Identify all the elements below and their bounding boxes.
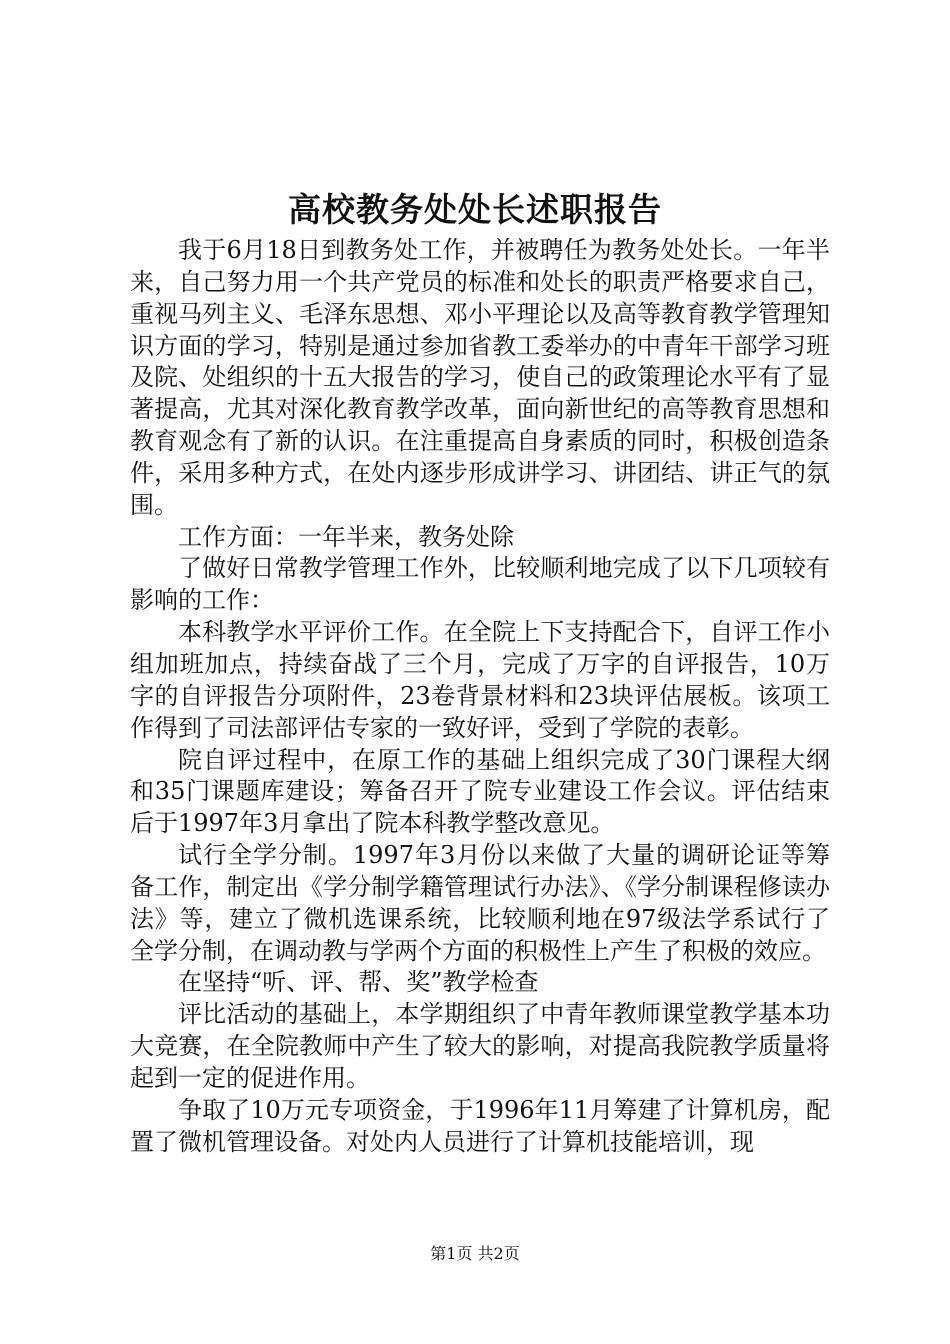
- paragraph: 争取了10万元专项资金，于1996年11月筹建了计算机房，配置了微机管理设备。对处内人员进行了计算机技能培训，现: [130, 1095, 830, 1156]
- document-title: 高校教务处处长述职报告: [288, 190, 662, 229]
- paragraph: 工作方面：一年半来，教务处除: [178, 522, 514, 551]
- paragraph: 评比活动的基础上，本学期组织了中青年教师课堂教学基本功大竞赛，在全院教师中产生了较大的影响，对提高我院教学质量将起到一定的促进作用。: [130, 1000, 830, 1092]
- paragraph: 在坚持“听、评、帮、奖”教学检查: [178, 968, 539, 997]
- paragraph: 本科教学水平评价工作。在全院上下支持配合下，自评工作小组加班加点，持续奋战了三个月，完成了万字的自评报告，10万字的自评报告分项附件，23卷背景材料和23块评估展板。该项工作得到了司法部评估专家的一致好评，受到了学院的表彰。: [130, 618, 830, 742]
- paragraph: 了做好日常教学管理工作外，比较顺利地完成了以下几项较有影响的工作：: [130, 554, 830, 615]
- paragraph: 院自评过程中，在原工作的基础上组织完成了30门课程大纲和35门课题库建设；筹备召开了院专业建设工作会议。评估结束后于1997年3月拿出了院本科教学整改意见。: [130, 745, 830, 838]
- page-number-footer: 第1页 共2页: [430, 1244, 520, 1263]
- paragraph: 我于6月18日到教务处工作，并被聘任为教务处处长。一年半来，自己努力用一个共产党员的标准和处长的职责严格要求自己，重视马列主义、毛泽东思想、邓小平理论以及高等教育教学管理知识方面的学习，特别是通过参加省教工委举办的中青年干部学习班及院、处组织的十五大报告的学习，使自己的政策理论水平有了显著提高，尤其对深化教育教学改革，面向新世纪的高等教育思想和教育观念有了新的认识。在注重提高自身素质的同时，积极创造条件，采用多种方式，在处内逐步形成讲学习、讲团结、讲正气的氛围。: [130, 236, 830, 519]
- document-body: [130, 235, 830, 1158]
- paragraph: 试行全学分制。1997年3月份以来做了大量的调研论证等筹备工作，制定出《学分制学籍管理试行办法》、《学分制课程修读办法》等，建立了微机选课系统，比较顺利地在97级法学系试行了全学分制，在调动教与学两个方面的积极性上产生了积极的效应。: [130, 841, 830, 965]
